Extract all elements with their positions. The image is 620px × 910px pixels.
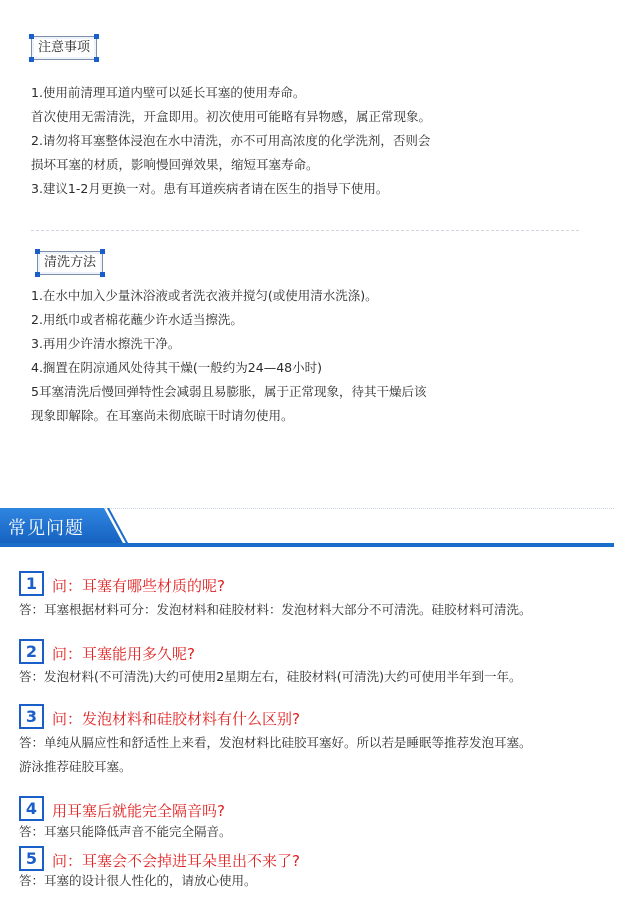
question-number-badge: 1 [19,571,44,596]
answer-text: 游泳推荐硅胶耳塞。 [19,759,132,774]
cleaning-line: 3.再用少许清水擦洗干净。 [31,336,181,351]
notes-line: 损坏耳塞的材质，影响慢回弹效果，缩短耳塞寿命。 [31,157,319,172]
corner-handle-icon [29,57,34,62]
answer-text: 答：耳塞的设计很人性化的，请放心使用。 [19,873,257,888]
question-text: 用耳塞后就能完全隔音吗? [52,802,225,820]
faq-header-bar [0,543,614,547]
cleaning-line: 现象即解除。在耳塞尚未彻底晾干时请勿使用。 [31,408,294,423]
corner-handle-icon [94,57,99,62]
notes-line: 2.请勿将耳塞整体浸泡在水中清洗，亦不可用高浓度的化学洗剂，否则会 [31,133,431,148]
section-divider [31,230,579,231]
question-text: 问：耳塞能用多久呢? [52,645,195,663]
faq-title: 常见问题 [8,518,84,539]
question-number-badge: 2 [19,639,44,664]
question-text: 问：耳塞有哪些材质的呢? [52,577,225,595]
corner-handle-icon [35,249,40,254]
question-text: 问：发泡材料和硅胶材料有什么区别? [52,710,300,728]
notes-line: 首次使用无需清洗，开盒即用。初次使用可能略有异物感，属正常现象。 [31,109,432,124]
notes-line: 1.使用前清理耳道内壁可以延长耳塞的使用寿命。 [31,85,306,100]
corner-handle-icon [100,272,105,277]
cleaning-line: 4.搁置在阴凉通风处待其干燥(一般约为24—48小时) [31,360,322,375]
question-number-badge: 4 [19,796,44,821]
corner-handle-icon [94,34,99,39]
question-number-badge: 5 [19,846,44,871]
notes-body [31,81,431,201]
cleaning-line: 5耳塞清洗后慢回弹特性会减弱且易膨胀，属于正常现象，待其干燥后该 [31,384,427,399]
cleaning-line: 1.在水中加入少量沐浴液或者洗衣液并搅匀(或使用清水洗涤)。 [31,288,378,303]
corner-handle-icon [100,249,105,254]
notes-label-text: 注意事项 [38,40,91,55]
corner-handle-icon [35,272,40,277]
answer-text: 答：发泡材料(不可清洗)大约可使用2星期左右，硅胶材料(可清洗)大约可使用半年到一年。 [19,669,522,684]
answer-text: 答：耳塞只能降低声音不能完全隔音。 [19,824,232,839]
answer-text: 答：耳塞根据材料可分：发泡材料和硅胶材料：发泡材料大部分不可清洗。硅胶材料可清洗。 [19,602,532,617]
corner-handle-icon [29,34,34,39]
cleaning-body [31,284,426,428]
answer-text: 答：单纯从膈应性和舒适性上来看，发泡材料比硅胶耳塞好。所以若是睡眠等推荐发泡耳塞。 [19,735,532,750]
notes-line: 3.建议1-2月更换一对。患有耳道疾病者请在医生的指导下使用。 [31,181,389,196]
cleaning-label-text: 清洗方法 [44,255,97,270]
cleaning-line: 2.用纸巾或者棉花蘸少许水适当擦洗。 [31,312,243,327]
cleaning-label [37,251,103,275]
notes-label [31,36,97,60]
question-number-badge: 3 [19,704,44,729]
question-text: 问：耳塞会不会掉进耳朵里出不来了? [52,852,300,870]
